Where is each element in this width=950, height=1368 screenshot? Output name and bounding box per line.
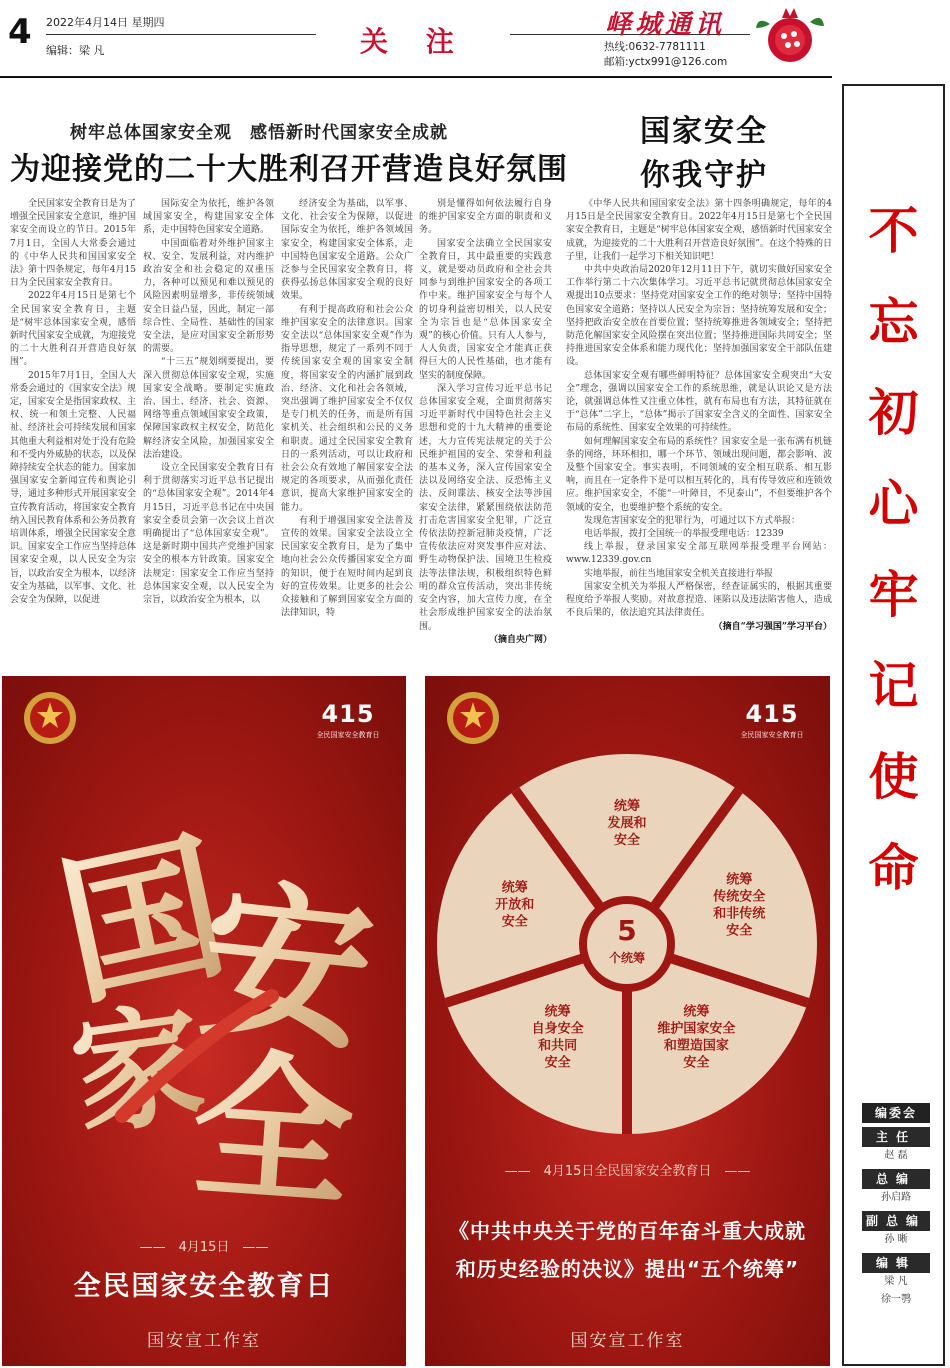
paragraph: 国家安全法确立全民国家安全教育日，其中最重要的实践意义，就是要动员政府和全社会共同参与到维护国家安全的各项工作中来。维护国家安全与每个人的切身利益密切相关，以人民安全为宗旨也是“总体国家安全观”的核心价值。只有人人参与，人人负责，国家安全才能真正获得巨大的人民性基础，也才能有坚实的制度保障。 (419, 238, 552, 381)
hotline: 热线:0632-7781111 (604, 41, 706, 53)
poster-national-security-day (2, 676, 406, 1366)
editorial-role: 总编 (862, 1169, 930, 1189)
poster-studio-name: 国安宣工作室 (147, 1331, 261, 1351)
editorial-roles (862, 1127, 930, 1309)
paragraph: 国际安全为依托，维护各领域国家安全，构建国家安全体系，走中国特色国家安全道路。 (143, 199, 274, 236)
editorial-member-name: 梁 凡 (884, 1276, 908, 1287)
poster-title: 全民国家安全教育日 (73, 1271, 335, 1302)
logo-number: 415 (745, 700, 799, 728)
article-kicker: 树牢总体国家安全观 感悟新时代国家安全成就 (70, 123, 448, 143)
paragraph: 电话举报，拨打全国统一的举报受理电话：12339 (584, 529, 784, 540)
contact-info (604, 40, 727, 70)
side-article-title (640, 110, 768, 198)
page-number: 4 (8, 12, 32, 52)
paragraph: 线上举报，登录国家安全部互联网举报受理平台网站：www.12339.gov.cn (566, 542, 832, 566)
calligraphy-char-4: 全 (186, 1030, 359, 1230)
editorial-board-title: 编委会 (862, 1103, 930, 1123)
wheel-segment-label: 统筹自身安全和共同安全 (531, 1004, 584, 1071)
paragraph: 经济安全为基础，以军事、文化、社会安全为保障，以促进国际安全为依托，维护各领域国家安全，构建国家安全体系，走中国特色国家安全道路。公众广泛参与全民国家安全教育日，将获得弘扬总体国家安全观的良好效果。 (281, 199, 413, 302)
paragraph: 总体国家安全观有哪些鲜明特征？总体国家安全观突出“大安全”理念，强调以国家安全工作的系统思维，就是认识论又是方法论，就强调总体性又注重立体性，就有布局也有方法，其特征就在于“总体”二字上，“总体”揭示了国家安全含义的全面性、国家安全布局的系统性、国家安全效果的可持续性。 (566, 370, 832, 434)
slogan-char: 不 (868, 202, 919, 260)
editorial-member-name: 孙 晰 (884, 1234, 908, 1245)
wheel-segment-label: 统筹发展和安全 (607, 799, 647, 848)
wheel-center-label: 个统筹 (608, 951, 646, 965)
header-divider (46, 34, 316, 35)
poster-subtitle-line-2: 和历史经验的决议》提出“五个统筹” (455, 1257, 800, 1281)
logo-number: 415 (321, 700, 375, 728)
editorial-board (862, 1103, 930, 1309)
article-column-4 (419, 198, 552, 670)
page-header (0, 0, 950, 80)
paragraph: 如何理解国家安全布局的系统性？国家安全是一张布满有机链条的网络，环环相扣，哪一个环节、领域出现问题，都会影响、波及整个国家安全。事实表明，不同领域的安全相互联系、相互影响，而且在一定条件下是可以相互转化的，具有传导效应和连锁效应。维护国家安全，不能“一叶障目，不见泰山”，不但要维护各个领域的安全，也要维护整个系统的安全。 (566, 436, 832, 513)
paragraph: 深入学习宣传习近平总书记总体国家安全观，全面贯彻落实习近平新时代中国特色社会主义思想和党的十九大精神的重要论述，大力宣传宪法规定的关于公民维护祖国的安全、荣誉和利益的基本义务，深入宣传国家安全法以及网络安全法、反恐怖主义法、反间谍法、核安全法等涉国家安全法律，紧紧围绕依法防范打击危害国家安全犯罪，广泛宣传依法防控新冠肺炎疫情，广泛宣传依法应对突发事件应对法、野生动物保护法、国境卫生检疫法等法律法规，积极组织特色鲜明的群众宣传活动，突出非传统安全内容，加大宣传力度，在全社会形成维护国家安全的法治氛围。 (419, 383, 552, 632)
calligraphy-char-1: 国 (45, 811, 241, 1029)
slogan-char: 初 (868, 384, 919, 442)
editorial-role: 主任 (862, 1127, 930, 1147)
editorial-member-name: 赵 磊 (884, 1150, 908, 1161)
poster-subtitle (425, 1212, 830, 1288)
paragraph: 中国面临着对外维护国家主权、安全、发展利益，对内维护政治安全和社会稳定的双重压力，各种可以预见和难以预见的风险因素明显增多，非传统领域安全日益凸显，因此，制定一部综合性、全局性、基础性的国家安全法，是应对国家安全新形势的需要。 (143, 238, 274, 355)
editorial-member-name: 孙启路 (881, 1192, 911, 1203)
article-column-2 (143, 198, 274, 670)
slogan-char: 命 (868, 839, 919, 897)
poster-studio-name: 国安宣工作室 (570, 1331, 685, 1351)
issue-date: 2022年4月14日 星期四 (46, 16, 165, 29)
logo-caption: 全民国家安全教育日 (740, 731, 804, 739)
side-title-line-2: 你我守护 (640, 158, 768, 193)
poster-date: —— 4月15日全民国家安全教育日 —— (504, 1164, 751, 1179)
logo-caption: 全民国家安全教育日 (316, 731, 380, 739)
poster-date-text: 4月15日 (178, 1240, 230, 1255)
article-column-3 (281, 198, 413, 670)
paragraph: 《中华人民共和国国家安全法》第十四条明确规定，每年的4月15日是全民国家安全教育日。2022年4月15日是第七个全民国家安全教育日，主题是“树牢总体国家安全观，感悟新时代国家安全成就，为迎接党的二十大胜利召开营造良好氛围”。在这个特殊的日子里，让我们一起学习下相关知识吧！ (566, 199, 832, 262)
paragraph: 有利于提高政府和社会公众维护国家安全的法律意识。国家安全法以“总体国家安全观”作为指导思想，规定了一系列不同于传统国家安全观的国家安全制度，将国家安全的内涵扩展到政治、经济、文化和社会各领域，突出强调了维护国家安全不仅仅是专门机关的任务，而是所有国家机关、社会组织和公民的义务和职责。通过全民国家安全教育日的一系列活动，可以让政府和社会公众有效地了解国家安全法规定的各项要求，从而强化责任意识，提高大家维护国家安全的能力。 (281, 304, 413, 513)
editorial-role: 编辑 (862, 1253, 930, 1273)
calligraphy-char-3: 安 (191, 859, 382, 1076)
paragraph: 发现危害国家安全的犯罪行为，可通过以下方式举报： (584, 515, 801, 526)
paragraph: 国家安全机关为举报人严格保密，经查证属实的，根据其重要程度给予举报人奖励。对故意捏造、诬陷以及违法陷害他人，造成不良后果的，依法追究其法律责任。 (566, 581, 832, 619)
paragraph: 实地举报，前往当地国家安全机关直接进行举报 (584, 568, 774, 579)
newspaper-brand: 峄城通讯 (605, 10, 726, 40)
paragraph: 有利于增强国家安全法普及宣传的效果。国家安全法设立全民国家安全教育日，是为了集中地向社会公众传播国家安全方面的知识，便于在短时间内起到良好的宣传效果。让更多的社会公众接触和了解到国家安全方面的法律知识，特 (281, 515, 413, 619)
section-title: 关 注 (360, 25, 468, 58)
slogan-char: 使 (868, 748, 919, 806)
editorial-member-name: 徐一鹗 (881, 1294, 911, 1305)
paragraph: 2015年7月1日，全国人大常委会通过的《国家安全法》规定，国家安全是指国家政权、主权、统一和领土完整、人民福祉、经济社会可持续发展和国家其他重大利益相对处于没有危险和不受内外威胁的状态，以及保障持续安全状态的能力。国家加强国家安全新闻宣传和舆论引导，通过多种形式开展国家安全宣传教育活动，将国家安全教育纳入国民教育体系和公务员教育培训体系，增强全民国家安全意识。国家安全工作应当坚持总体国家安全观，以人民安全为宗旨，以政治安全为根本，以经济安全为基础，以军事、文化、社会安全为保障，以促进 (10, 370, 136, 606)
poster-five-coordinations (425, 676, 830, 1366)
five-coordinations-wheel (425, 736, 830, 1156)
wheel-center-number: 5 (617, 914, 637, 947)
vertical-slogan (844, 186, 943, 914)
calligraphy-char-2: 家 (62, 984, 213, 1155)
slogan-char: 心 (868, 475, 919, 533)
paragraph: 设立全民国家安全教育日有利于贯彻落实习近平总书记提出的“总体国家安全观”。2014年4月15日，习近平总书记在中央国家安全委员会第一次会议上首次明确提出了“总体国家安全观”。这是新时期中国共产党维护国家安全的根本方针政策。国家安全法规定：国家安全工作应当坚持总体国家安全观，以人民安全为宗旨，以政治安全为根本，以 (143, 463, 274, 606)
side-title-line-1: 国家安全 (640, 114, 768, 149)
paragraph: 2022年4月15日是第七个全民国家安全教育日，主题是“树牢总体国家安全观，感悟新时代国家安全成就，为迎接党的二十大胜利召开营造良好氛围”。 (10, 291, 136, 368)
paragraph: “十三五”规划纲要提出，要深入贯彻总体国家安全观，实施国家安全战略。要制定实施政治、国土、经济、社会、资源、网络等重点领域国家安全政策，保障国家政权主权安全，防范化解经济安全风险，加强国家安全法治建设。 (143, 357, 274, 460)
paragraph: 别是懂得如何依法履行自身的维护国家安全方面的职责和义务。 (419, 199, 552, 236)
wheel-segment-label: 统筹传统安全和非传统安全 (713, 872, 766, 939)
pomegranate-logo-icon (752, 2, 828, 72)
page-editor: 编辑：梁 凡 (46, 44, 105, 57)
article-column-1 (10, 198, 136, 670)
slogan-char: 牢 (868, 566, 919, 624)
email: 邮箱:yctx991@126.com (604, 56, 728, 68)
education-day-logo (736, 700, 808, 740)
education-day-logo (312, 700, 384, 740)
article-headline: 为迎接党的二十大胜利召开营造良好氛围 (10, 152, 568, 187)
poster-subtitle-line-1: 《中共中央关于党的百年奋斗重大成就 (449, 1219, 806, 1243)
poster-date: —— 4月15日 —— (139, 1240, 269, 1255)
slogan-char: 记 (868, 657, 919, 715)
wheel-segment-label: 统筹维护国家安全和塑造国家安全 (657, 1004, 736, 1071)
paragraph: 全民国家安全教育日是为了增强全民国家安全意识，维护国家安全而设立的节日。2015年7月1日，全国人大常委会通过的《中华人民共和国国家安全法》第十四条规定，每年4月15日为全民国家安全教育日。 (10, 199, 136, 289)
poster-date-text: 4月15日全民国家安全教育日 (543, 1164, 712, 1179)
calligraphy-artwork (2, 736, 406, 1256)
editorial-role: 副总编 (862, 1211, 930, 1231)
wheel-segment-label: 统筹开放和安全 (495, 880, 535, 930)
article-source: （摘自央广网） (488, 634, 552, 645)
side-article-source: （摘自“学习强国”学习平台） (713, 621, 832, 632)
paragraph: 中共中央政治局2020年12月11日下午，就切实做好国家安全工作举行第二十六次集体学习。习近平总书记就贯彻总体国家安全观提出10点要求：坚持党对国家安全工作的绝对领导；坚持中国特色国家安全道路；坚持以人民安全为宗旨；坚持统筹发展和安全；坚持把政治安全放在首要位置；坚持统筹推进各领域安全；坚持把防范化解国家安全风险摆在突出位置；坚持推进国际共同安全；坚持推进国家安全体系和能力现代化；坚持加强国家安全干部队伍建设。 (566, 265, 832, 368)
header-rule (0, 76, 832, 78)
side-article-body (566, 198, 832, 670)
slogan-char: 忘 (868, 293, 919, 351)
